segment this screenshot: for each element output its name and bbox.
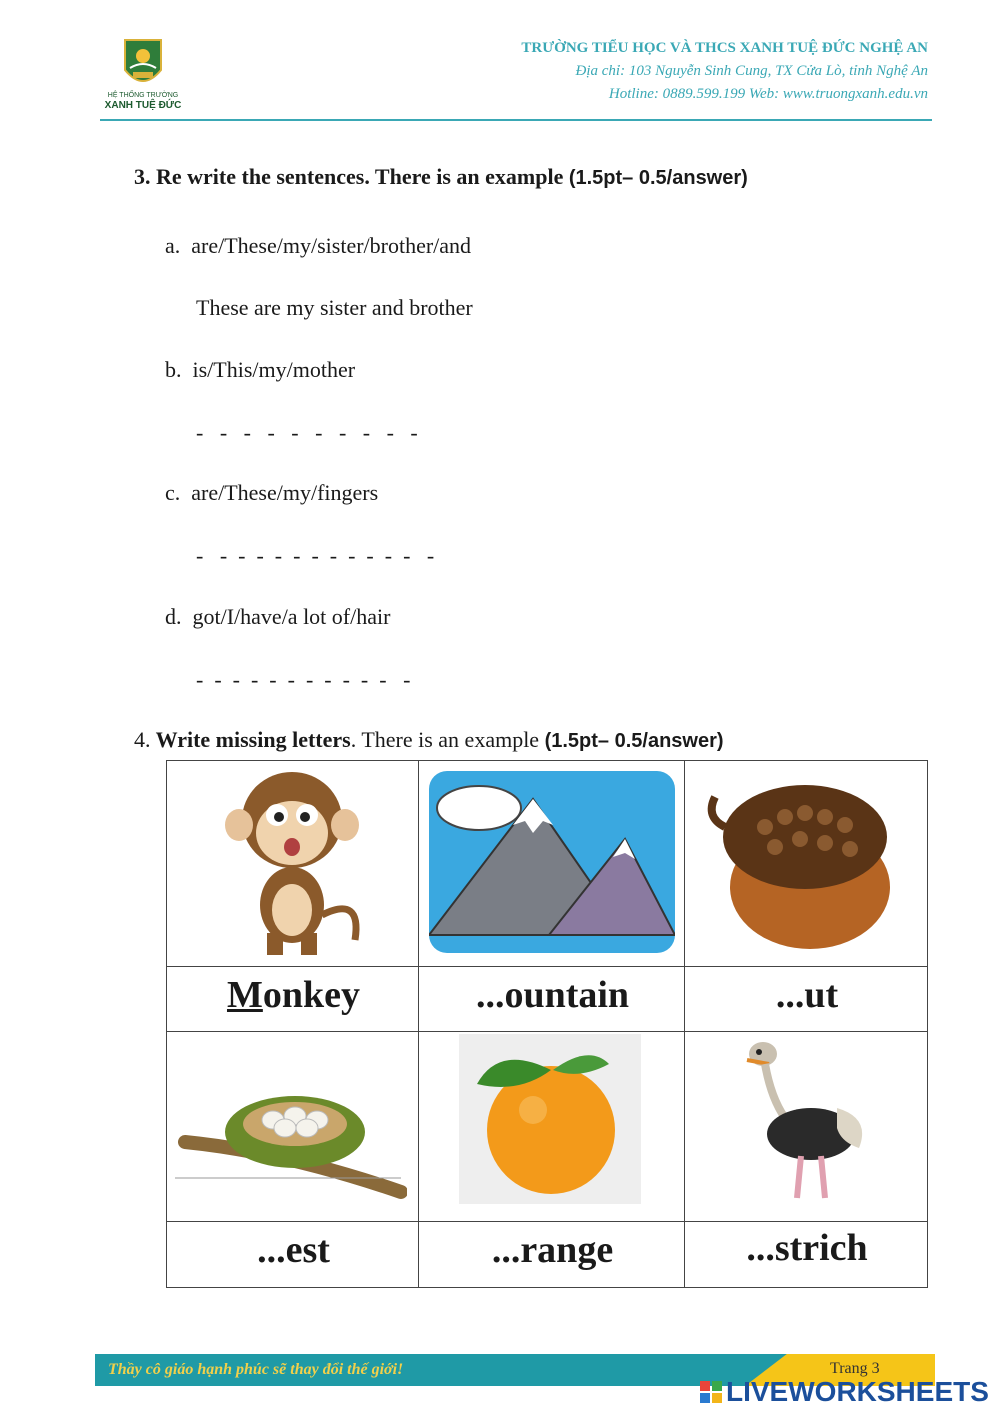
- word-cell-ostrich[interactable]: [684, 1221, 928, 1288]
- cell-nest: [166, 1031, 419, 1222]
- word-cell-monkey: [166, 966, 419, 1032]
- cell-ostrich: [684, 1031, 928, 1222]
- word-nut: ...ut: [775, 974, 839, 1016]
- page-number: Trang 3: [830, 1360, 880, 1377]
- nest-icon: [175, 1062, 407, 1202]
- liveworksheets-logo-icon: [700, 1381, 722, 1403]
- word-mountain: ...ountain: [475, 974, 630, 1016]
- item-prompt: is/This/my/mother: [192, 357, 356, 382]
- cell-monkey: [166, 760, 419, 967]
- cell-mountain: [418, 760, 685, 967]
- item-c: [165, 480, 378, 506]
- footer-slogan: Thầy cô giáo hạnh phúc sẽ thay đổi thế giới!: [108, 1361, 404, 1378]
- item-prompt: are/These/my/sister/brother/and: [191, 233, 472, 258]
- word-cell-mountain[interactable]: [418, 966, 685, 1032]
- item-letter: c.: [165, 480, 181, 505]
- item-letter: a.: [165, 233, 181, 258]
- item-d-answer-blank[interactable]: - - - - - - - - - - - -: [196, 667, 411, 692]
- school-name: TRƯỜNG TIỂU HỌC VÀ THCS XANH TUỆ ĐỨC NGHỆ AN: [521, 40, 928, 56]
- word-cell-orange[interactable]: [418, 1221, 685, 1288]
- item-b: [165, 357, 355, 383]
- acorn-icon: [705, 767, 905, 957]
- logo-brand: XANH TUỆ ĐỨC: [104, 100, 182, 111]
- item-c-answer-blank[interactable]: - - - - - - - - - - - - -: [196, 543, 435, 568]
- question-number: 4.: [134, 727, 151, 752]
- cell-orange: [418, 1031, 685, 1222]
- school-hotline: Hotline: 0889.599.199 Web: www.truongxanh.edu.vn: [608, 86, 928, 102]
- word-orange: ...range: [491, 1229, 614, 1271]
- item-d: [165, 604, 390, 630]
- item-a: [165, 233, 471, 259]
- ostrich-icon: [741, 1038, 871, 1208]
- mountain-icon: [429, 763, 675, 953]
- monkey-icon: [217, 765, 367, 960]
- header-divider: [100, 119, 932, 121]
- word-monkey: Monkey: [226, 974, 360, 1016]
- question-text: Write missing letters: [155, 727, 351, 752]
- question-3-title: [134, 164, 748, 190]
- question-points: (1.5pt– 0.5/answer): [568, 167, 748, 189]
- question-points: (1.5pt– 0.5/answer): [544, 730, 724, 752]
- question-text: Re write the sentences. There is an example: [156, 164, 564, 189]
- liveworksheets-watermark: LIVEWORKSHEETS: [726, 1376, 989, 1407]
- word-nest: ...est: [257, 1229, 330, 1271]
- item-prompt: are/These/my/fingers: [191, 480, 379, 505]
- item-b-answer-blank[interactable]: - - - - - - - - - -: [196, 420, 418, 445]
- question-4-title: 4. Write missing letters. There is an example (1.5pt– 0.5/answer): [134, 727, 724, 752]
- word-cell-nest[interactable]: [166, 1221, 419, 1288]
- school-address: Địa chỉ: 103 Nguyễn Sinh Cung, TX Cửa Lò, tỉnh Nghệ An: [575, 63, 928, 79]
- item-letter: d.: [165, 604, 182, 629]
- picture-table: [166, 760, 928, 1288]
- word-ostrich: ...strich: [746, 1227, 868, 1269]
- word-cell-nut[interactable]: [684, 966, 928, 1032]
- item-prompt: got/I/have/a lot of/hair: [192, 604, 391, 629]
- item-a-answer: These are my sister and brother: [196, 295, 473, 320]
- logo-caption: HỆ THỐNG TRƯỜNG: [107, 92, 179, 99]
- cell-nut: [684, 760, 928, 967]
- item-letter: b.: [165, 357, 182, 382]
- orange-icon: [459, 1034, 641, 1204]
- question-number: 3.: [134, 164, 151, 189]
